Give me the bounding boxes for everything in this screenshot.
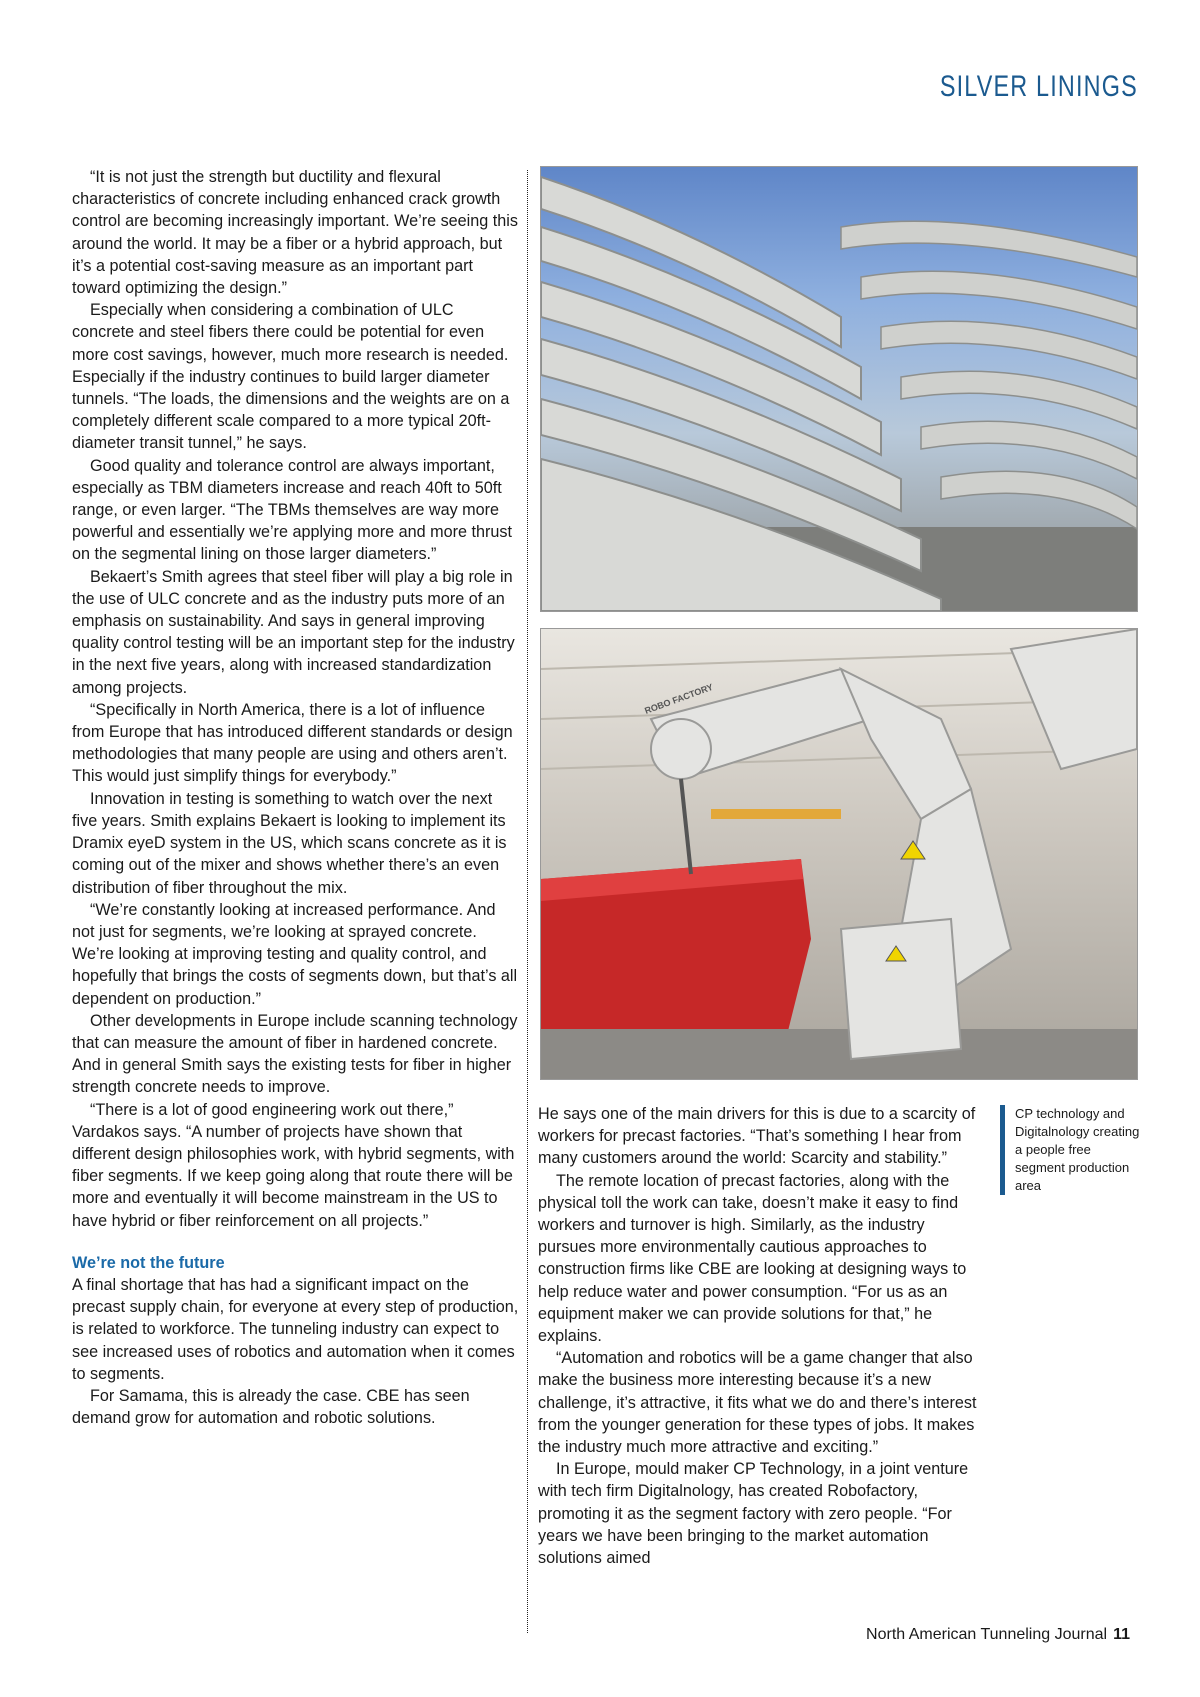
section-title: SILVER LININGS (939, 70, 1138, 103)
robot-arms-illustration (541, 629, 1137, 1079)
paragraph: A final shortage that has had a significant impact on the precast supply chain, for everyone at every step of production, is related to workforce. The tunneling industry can expect to see increased uses of robotics and automation when it comes to segments. (72, 1275, 519, 1383)
column-divider (527, 170, 529, 1633)
subheading: We’re not the future (72, 1253, 225, 1272)
paragraph: In Europe, mould maker CP Technology, in a joint venture with tech firm Digitalnology, has created Robofactory, promoting it as the segment factory with zero people. “For years we have been bringing to the market automation solutions aimed (538, 1460, 969, 1568)
paragraph: “We’re constantly looking at increased performance. And not just for segments, we’re looking at sprayed concrete. We’re looking at improving testing and quality control, and hopefully that brings the costs of segments down, but that’s all dependent on production.” (72, 900, 518, 1008)
journal-name: North American Tunneling Journal (866, 1626, 1108, 1643)
paragraph: Especially when considering a combination of ULC concrete and steel fibers there could be potential for even more cost savings, however, much more research is needed. Especially if the industry continues to build larger diameter tunnels. “The loads, the dimensions and the weights are on a completely different scale compared to a more typical 20ft-diameter transit tunnel,” he says. (72, 301, 510, 453)
paragraph: He says one of the main drivers for this is due to a scarcity of workers for precast factories. “That’s something I hear from many customers around the world: Scarcity and stability.” (538, 1105, 976, 1168)
paragraph: Good quality and tolerance control are always important, especially as TBM diameters increase and reach 40ft to 50ft range, or even larger. “The TBMs themselves are way more powerful and essentially we’re applying more and more thrust on the segmental lining on those larger diameters.” (72, 456, 512, 564)
paragraph: “Specifically in North America, there is a lot of influence from Europe that has introduced different standards or design methodologies that many people are using and others aren’t. This would just simplify things for everybody.” (72, 700, 513, 786)
photo-caption: CP technology and Digitalnology creating a people free segment production area (1000, 1105, 1143, 1195)
segments-photo (540, 166, 1138, 612)
left-article-column (72, 166, 520, 1429)
paragraph: “Automation and robotics will be a game changer that also make the business more interesting because it’s a new challenge, it’s attractive, it fits what we do and there’s interest from the younger generation for these types of jobs. It makes the industry much more attractive and exciting.” (538, 1349, 977, 1457)
paragraph: Innovation in testing is something to watch over the next five years. Smith explains Bekaert is looking to implement its Dramix eyeD system in the US, which scans concrete as it is coming out of the mixer and shows whether there’s an even distribution of fiber throughout the mix. (72, 789, 507, 897)
page-number: 11 (1113, 1626, 1130, 1643)
paragraph: Other developments in Europe include scanning technology that can measure the amount of fiber in hardened concrete. And in general Smith says the existing tests for fiber in higher strength concrete needs to improve. (72, 1011, 518, 1097)
paragraph: Bekaert’s Smith agrees that steel fiber will play a big role in the use of ULC concrete and as the industry puts more of an emphasis on sustainability. And says in general improving quality control testing will be an important step for the industry in the next five years, along with increased standardization among projects. (72, 567, 515, 697)
paragraph: “It is not just the strength but ductility and flexural characteristics of concrete including enhanced crack growth control are becoming increasingly important. We’re seeing this around the world. It may be a fiber or a hybrid approach, but it’s a potential cost-saving measure as an important part toward optimizing the design.” (72, 168, 518, 298)
page-footer (866, 1626, 1130, 1644)
robofactory-photo (540, 628, 1138, 1080)
stacked-segments-illustration (541, 167, 1137, 611)
paragraph: The remote location of precast factories, along with the physical toll the work can take, doesn’t make it easy to find workers and turnover is high. Similarly, as the industry pursues more environmentally cautious approaches to construction firms like CBE are looking at designing ways to help reduce water and power consumption. “For us as an equipment maker we can provide solutions for that,” he explains. (538, 1171, 967, 1346)
robofactory-logo: ROBO FACTORY (643, 681, 715, 716)
middle-article-column (538, 1103, 978, 1569)
paragraph: For Samama, this is already the case. CBE has seen demand grow for automation and robotic solutions. (72, 1386, 470, 1428)
paragraph: “There is a lot of good engineering work out there,” Vardakos says. “A number of projects have shown that different design philosophies work, with hybrid segments, with fiber segments. If we keep going along that route there will be more and eventually it will become mainstream in the US to have hybrid or fiber reinforcement on all projects.” (72, 1100, 515, 1230)
